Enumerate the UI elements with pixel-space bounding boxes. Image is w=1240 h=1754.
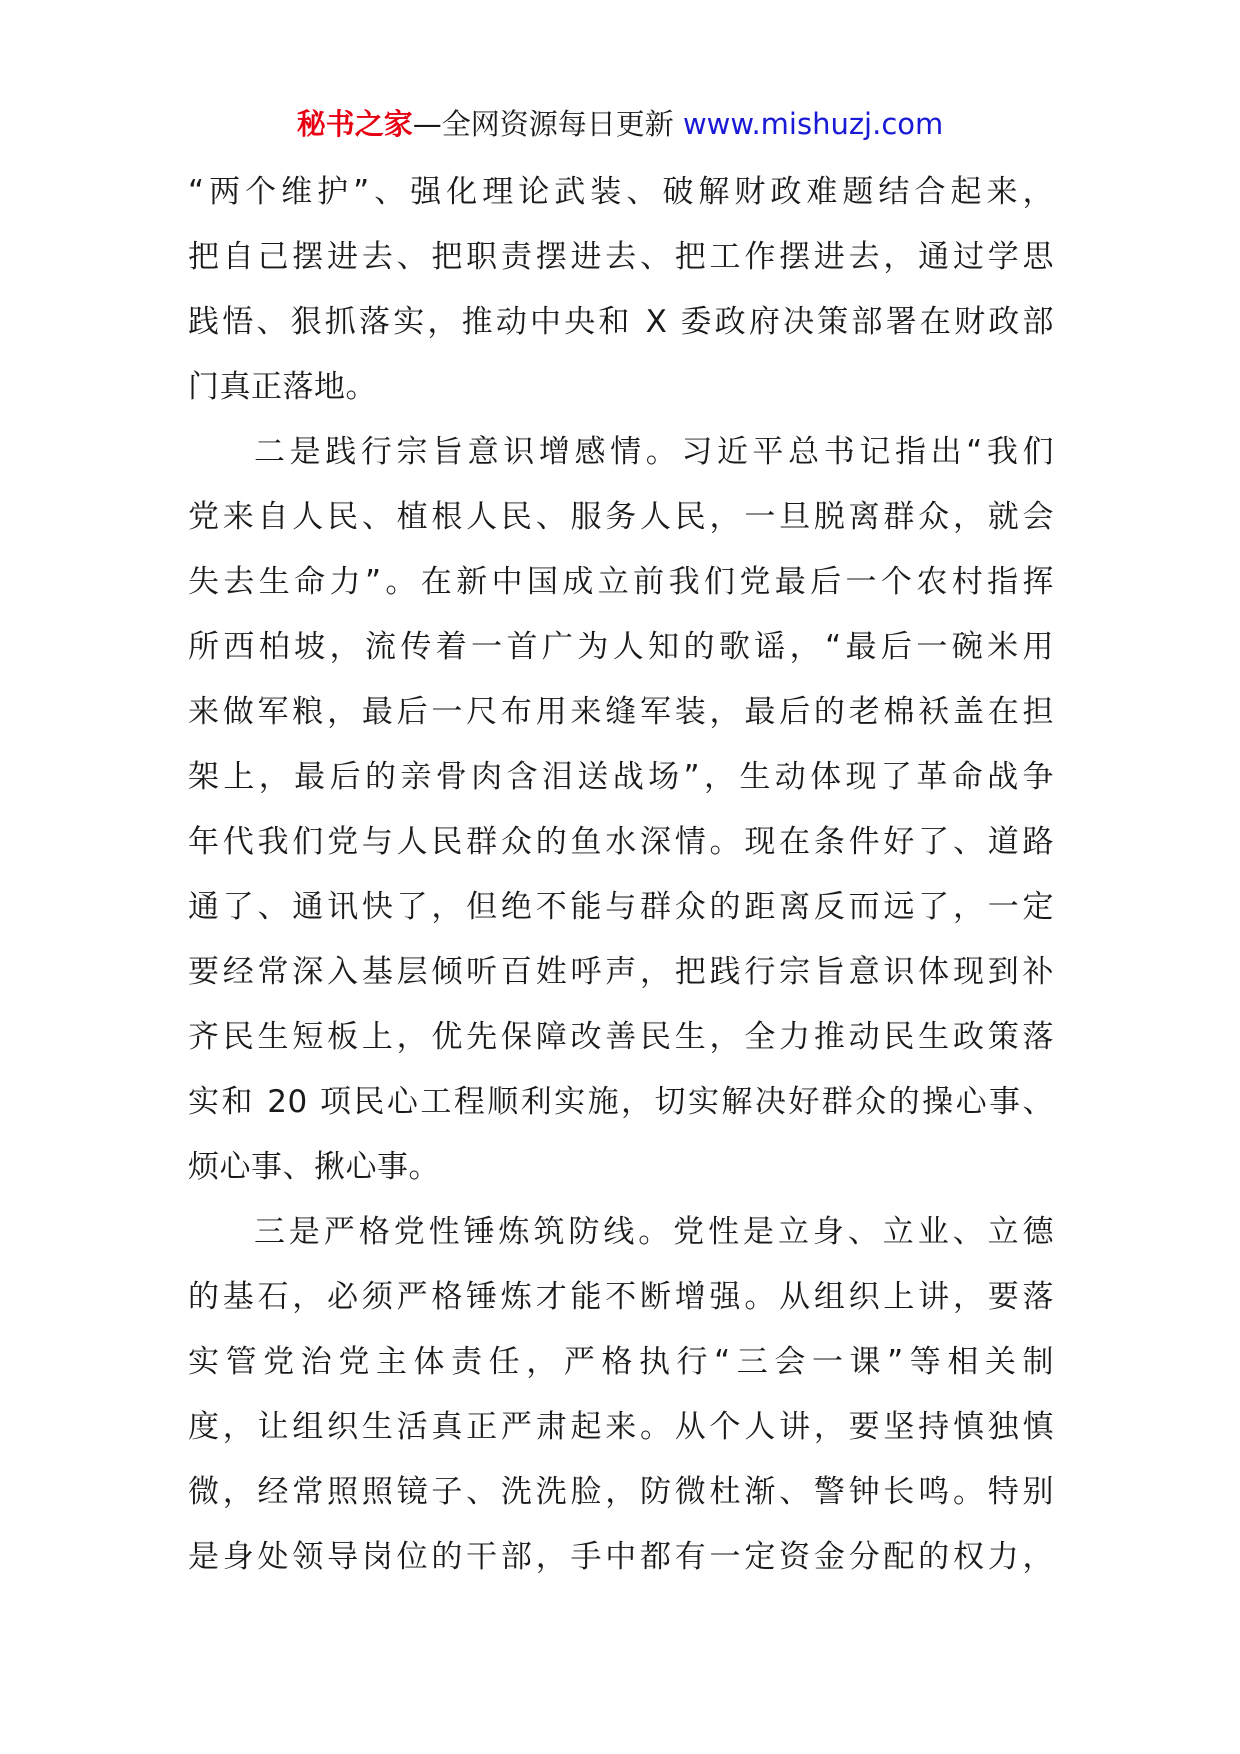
text-line: 齐民生短板上，优先保障改善民生，全力推动民生政策落 xyxy=(188,1019,1054,1055)
site-header xyxy=(0,104,1240,144)
text-line: 把自己摆进去、把职责摆进去、把工作摆进去，通过学思 xyxy=(188,239,1054,275)
text-line: 通了、通讯快了，但绝不能与群众的距离反而远了，一定 xyxy=(188,889,1054,925)
paragraph-start-line: 二是践行宗旨意识增感情。习近平总书记指出“我们 xyxy=(254,434,1054,470)
text-line: 的基石，必须严格锤炼才能不断增强。从组织上讲，要落 xyxy=(188,1279,1054,1315)
site-tagline: —全网资源每日更新 xyxy=(412,107,674,141)
text-line: 实管党治党主体责任，严格执行“三会一课”等相关制 xyxy=(188,1344,1054,1380)
text-line: 烦心事、揪心事。 xyxy=(188,1149,440,1185)
paragraph-start-line: 三是严格党性锤炼筑防线。党性是立身、立业、立德 xyxy=(254,1214,1054,1250)
text-line: “两个维护”、强化理论武装、破解财政难题结合起来， xyxy=(188,174,1054,210)
text-line: 是身处领导岗位的干部，手中都有一定资金分配的权力， xyxy=(188,1539,1054,1575)
document-body xyxy=(188,160,1054,1590)
text-line: 所西柏坡，流传着一首广为人知的歌谣，“最后一碗米用 xyxy=(188,629,1054,665)
text-line: 要经常深入基层倾听百姓呼声，把践行宗旨意识体现到补 xyxy=(188,954,1054,990)
text-line: 来做军粮，最后一尺布用来缝军装，最后的老棉袄盖在担 xyxy=(188,694,1054,730)
text-line: 门真正落地。 xyxy=(188,369,377,405)
text-line: 年代我们党与人民群众的鱼水深情。现在条件好了、道路 xyxy=(188,824,1054,860)
text-line: 实和 20 项民心工程顺利实施，切实解决好群众的操心事、 xyxy=(188,1084,1054,1120)
text-line: 践悟、狠抓落实，推动中央和 X 委政府决策部署在财政部 xyxy=(188,304,1054,340)
text-line: 党来自人民、植根人民、服务人民，一旦脱离群众，就会 xyxy=(188,499,1054,535)
site-brand: 秘书之家 xyxy=(296,107,413,141)
site-url-link[interactable]: www.mishuzj.com xyxy=(682,107,944,141)
text-line: 失去生命力”。在新中国成立前我们党最后一个农村指挥 xyxy=(188,564,1054,600)
text-line: 架上，最后的亲骨肉含泪送战场”，生动体现了革命战争 xyxy=(188,759,1054,795)
text-line: 度，让组织生活真正严肃起来。从个人讲，要坚持慎独慎 xyxy=(188,1409,1054,1445)
text-line: 微，经常照照镜子、洗洗脸，防微杜渐、警钟长鸣。特别 xyxy=(188,1474,1054,1510)
